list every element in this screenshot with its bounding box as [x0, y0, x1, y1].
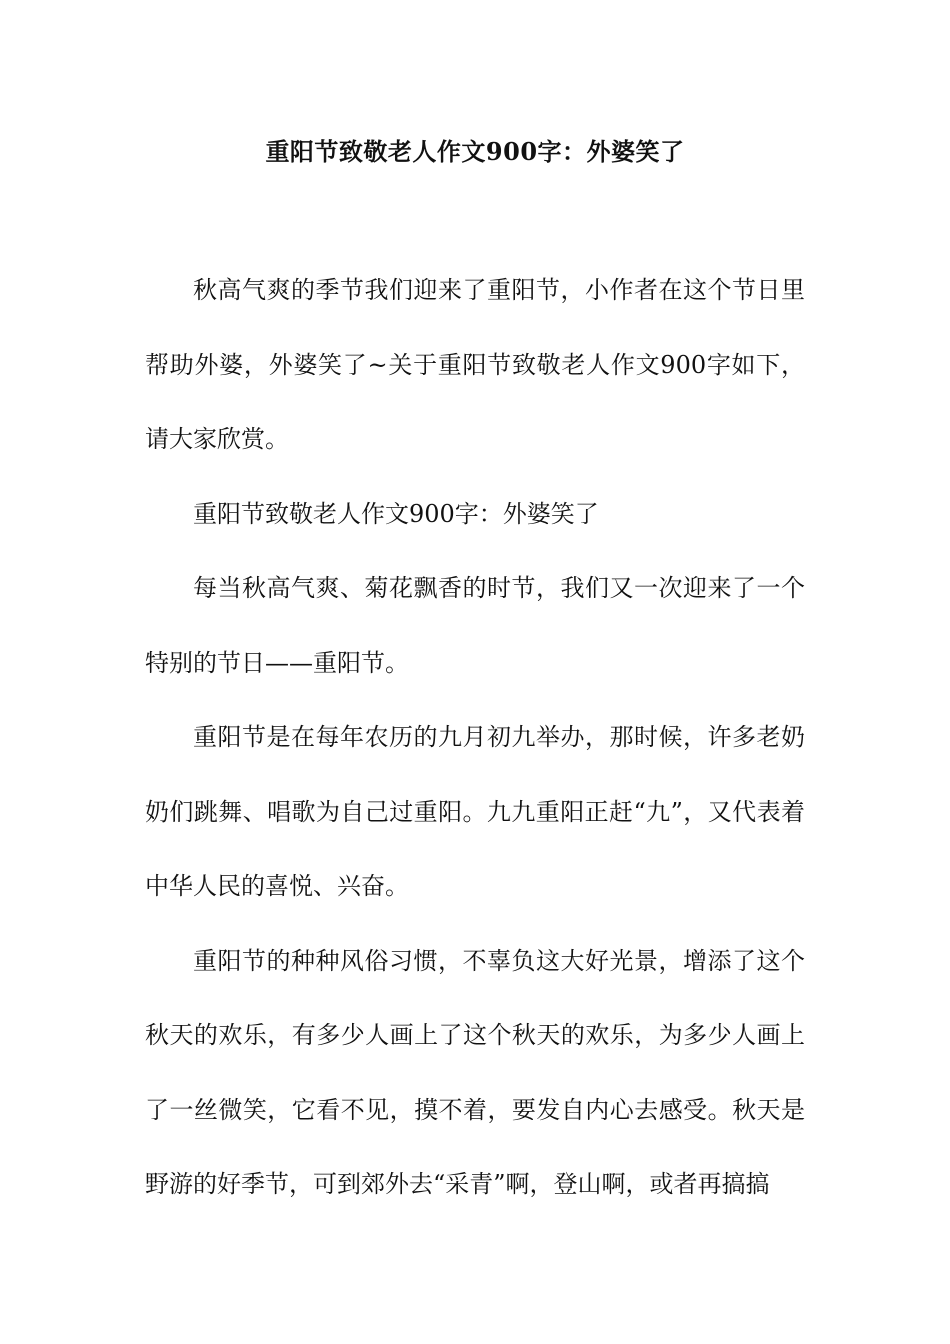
paragraph-1: 每当秋高气爽、菊花飘香的时节，我们又一次迎来了一个特别的节日——重阳节。 — [145, 574, 805, 677]
paragraph-2: 重阳节是在每年农历的九月初九举办，那时候，许多老奶奶们跳舞、唱歌为自己过重阳。九九重阳正赶“九”，又代表着中华人民的喜悦、兴奋。 — [145, 723, 805, 900]
paragraph-subtitle: 重阳节致敬老人作文900字：外婆笑了 — [193, 499, 599, 528]
document-title: 重阳节致敬老人作文900字：外婆笑了 — [265, 137, 685, 166]
paragraph-3: 重阳节的种种风俗习惯，不辜负这大好光景，增添了这个秋天的欢乐，有多少人画上了这个秋天的欢乐，为多少人画上了一丝微笑，它看不见，摸不着，要发自内心去感受。秋天是野游的好季节，可到郊外去“采青”啊，登山啊，或者再搞搞 — [145, 946, 805, 1198]
paragraph-intro: 秋高气爽的季节我们迎来了重阳节，小作者在这个节日里帮助外婆，外婆笑了~关于重阳节致敬老人作文900字如下，请大家欣赏。 — [145, 276, 805, 453]
document-body — [145, 253, 805, 1222]
